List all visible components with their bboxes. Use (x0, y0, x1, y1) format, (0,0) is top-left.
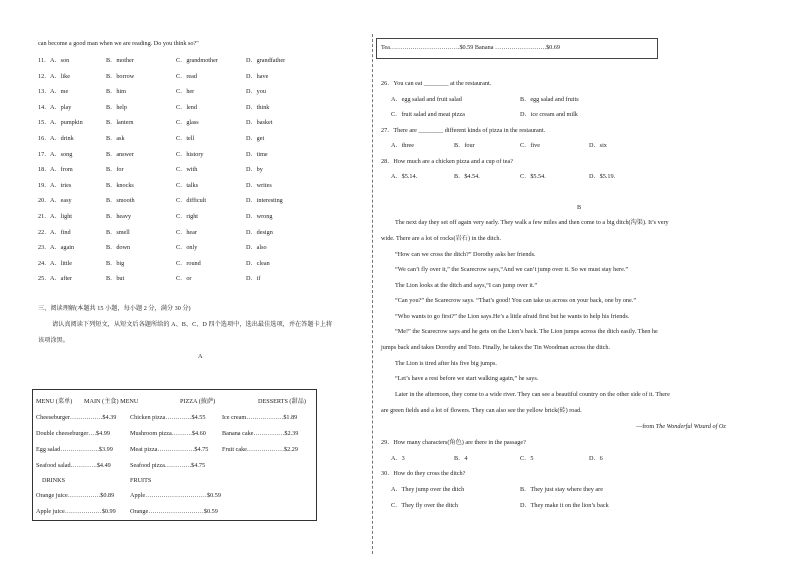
cloze-option-b: B．him (106, 88, 126, 96)
q29-option-d: D．6 (589, 455, 603, 462)
cloze-option-d: D．have (246, 72, 269, 80)
menu-drink-item: Orange juice…………….$0.89 (36, 492, 115, 499)
source-title: The Wonderful Wizard of Oz (655, 423, 726, 430)
cloze-option-a: A．pumpkin (50, 119, 83, 127)
cloze-number: 15． (38, 119, 51, 127)
cloze-option-b: B．mother (106, 57, 134, 64)
question-28: 28．How much are a chicken pizza and a cup of tea? (381, 158, 513, 165)
cloze-option-c: C．with (176, 166, 198, 174)
cloze-option-b: B．borrow (106, 72, 135, 80)
cloze-number: 22． (38, 228, 51, 236)
q26-option-d: D．ice cream and milk (520, 111, 578, 118)
passage-b-line: are green fields and a lot of flowers. They can also see the yellow brick(砖) road. (381, 407, 582, 414)
cloze-option-d: D．think (246, 103, 270, 111)
cloze-option-a: A．drink (50, 135, 74, 142)
q26-option-c: C．fruit salad and meat pizza (391, 111, 465, 118)
cloze-option-a: A．tries (50, 181, 72, 189)
passage-source (636, 423, 726, 431)
cloze-option-c: C．talks (176, 181, 199, 189)
cloze-option-c: C．or (176, 275, 192, 283)
menu-box (32, 389, 317, 521)
passage-b-line: The Lion is tired after his five big jumps. (395, 360, 497, 367)
cloze-number: 17． (38, 150, 51, 158)
cloze-option-b: B．answer (106, 150, 134, 158)
q30-option-b: B．They just stay where they are (520, 486, 603, 493)
cloze-option-c: C．right (176, 213, 199, 220)
cloze-option-c: C．difficult (176, 197, 207, 205)
cloze-option-b: B．knocks (106, 181, 134, 189)
cloze-option-a: A．easy (50, 197, 72, 205)
cloze-option-b: B．but (106, 275, 125, 283)
cloze-option-c: C．hear (176, 228, 197, 236)
cloze-option-c: C．her (176, 88, 195, 96)
menu-pizza-item: Mushroom pizza……….$4.60 (130, 430, 206, 437)
cloze-option-a: A．son (50, 57, 70, 64)
menu-fruit-item: Apple…………………………$0.59 (130, 492, 221, 499)
passage-b-line: “We can’t fly over it,” the Scarecrow says,“And we can’t jump over it. So we must stay here.” (395, 266, 629, 273)
cloze-option-a: A．play (50, 103, 72, 111)
section-instruction: 请认真阅读下列短文，从短文后各题所给的 A、B、C、D 四个选项中，选出最佳选项，并在答题卡上将 (52, 321, 333, 328)
cloze-option-b: B．for (106, 166, 124, 174)
cloze-number: 18． (38, 166, 51, 174)
cloze-option-b: B．smell (106, 228, 130, 236)
source-prefix: —from (636, 423, 656, 430)
cloze-option-c: C．read (176, 72, 197, 80)
question-27: 27．There are ________ different kinds of pizza in the restaurant. (381, 127, 546, 134)
passage-b-line: “Let’s have a rest before we start walking again,” he says. (395, 375, 539, 382)
q28-option-d: D．$5.19. (589, 173, 616, 180)
passage-b-line: “Who wants to go first?” the Lion says.He’s a little afraid first but he wants to help his friends. (395, 313, 630, 320)
cloze-option-c: C．round (176, 259, 201, 267)
menu-pizza-item: Chicken pizza………….$4.55 (130, 414, 206, 421)
q27-option-d: D．six (589, 142, 607, 149)
menu-main-item: Seafood salad………….$4.49 (36, 462, 111, 469)
passage-b-label: B (577, 204, 582, 211)
intro-line: can become a good man when we are reading. Do you think so?" (38, 40, 199, 47)
cloze-option-c: C．grandmother (176, 57, 218, 64)
cloze-option-c: C．glass (176, 119, 199, 127)
q30-option-d: D．They make it on the lion’s back (520, 502, 609, 509)
passage-b-line: wide. There are a lot of rocks(岩石) in the ditch. (381, 235, 501, 242)
cloze-option-a: A．again (50, 244, 75, 252)
cloze-option-d: D．you (246, 88, 266, 96)
menu-dessert-item: Banana cake……………$2.39 (222, 430, 299, 437)
q28-option-c: C．$5.54. (520, 173, 546, 180)
cloze-option-b: B．ask (106, 135, 125, 142)
cloze-option-a: A．little (50, 259, 72, 267)
cloze-number: 13． (38, 88, 51, 96)
passage-b-line: “Me!” the Scarecrow says and he gets on the Lion’s back. The Lion jumps across the ditch easily. Then he (395, 328, 658, 335)
menu-dessert-item: Ice cream………………$1.89 (222, 414, 298, 421)
cloze-option-d: D．clean (246, 259, 270, 267)
q30-option-c: C．They fly over the ditch (391, 502, 459, 509)
passage-a-label: A (198, 353, 203, 360)
q26-option-a: A．egg salad and fruit salad (391, 96, 462, 103)
cloze-option-d: D．grandfather (246, 57, 286, 64)
cloze-option-d: D．design (246, 228, 273, 236)
tea-banana-line: Tea…………………………….$0.59 Banana …………………….$0.69 (381, 44, 560, 51)
menu-fruit-item: Orange………………………$0.59 (130, 508, 218, 515)
q26-option-b: B．egg salad and fruits (520, 96, 579, 103)
cloze-option-d: D．interesting (246, 197, 283, 205)
passage-b-line: jumps back and takes Dorothy and Toto. Finally, he takes the Tin Woodman across the ditch. (381, 344, 611, 351)
cloze-option-b: B．smooth (106, 197, 135, 205)
cloze-option-a: A．song (50, 150, 73, 158)
cloze-option-b: B．down (106, 244, 131, 252)
menu-pizza-item: Seafood pizza………….$4.75 (130, 462, 206, 469)
cloze-number: 16． (38, 135, 51, 142)
q27-option-c: C．five (520, 142, 540, 149)
cloze-option-d: D．also (246, 244, 267, 252)
cloze-option-b: B．lantern (106, 119, 134, 127)
cloze-number: 19． (38, 181, 51, 189)
passage-b-line: Later in the afternoon, they come to a wide river. They can see a beautiful country on the other side of it. There (395, 391, 670, 398)
cloze-number: 14． (38, 103, 51, 111)
cloze-option-a: A．like (50, 72, 70, 80)
cloze-option-d: D．by (246, 166, 263, 174)
cloze-number: 21． (38, 213, 51, 220)
cloze-number: 25． (38, 275, 51, 283)
cloze-option-a: A．from (50, 166, 73, 174)
cloze-option-d: D．get (246, 135, 265, 142)
cloze-option-a: A．after (50, 275, 72, 283)
passage-b-line: The Lion looks at the ditch and says,“I can jump over it.” (395, 282, 538, 289)
menu-dessert-item: Fruit cake………………$2.29 (222, 446, 298, 453)
cloze-option-a: A．light (50, 213, 73, 220)
cloze-number: 23． (38, 244, 51, 252)
question-30: 30．How do they cross the ditch? (381, 470, 466, 477)
menu-header-pizza: PIZZA (披萨) (180, 398, 216, 405)
q29-option-b: B．4 (454, 455, 468, 462)
cloze-option-c: C．lend (176, 103, 197, 111)
cloze-option-b: B．heavy (106, 213, 132, 220)
passage-b-line: The next day they set off again very early. They walk a few miles and then come to a big ditch(沟渠). It’s very (395, 219, 669, 226)
question-26: 26．You can eat ________ at the restaurant. (381, 80, 492, 87)
cloze-option-a: A．me (50, 88, 69, 96)
menu-main-item: Double cheeseburger….$4.99 (36, 430, 110, 437)
q27-option-a: A．three (391, 142, 415, 149)
menu-header-main: MAIN (主食) MENU (84, 398, 139, 405)
cloze-option-d: D．time (246, 150, 268, 158)
q29-option-c: C．5 (520, 455, 534, 462)
cloze-option-c: C．history (176, 150, 204, 158)
cloze-option-d: D．writes (246, 181, 272, 189)
menu-main-item: Egg salad……………….$3.99 (36, 446, 113, 453)
menu-main-item: Cheeseburger…………….$4.39 (36, 414, 117, 421)
q28-option-a: A．$5.14. (391, 173, 418, 180)
section-title: 三、阅读理解(本题共 15 小题，每小题 2 分，满分 30 分) (38, 305, 191, 312)
cloze-option-d: D．wrong (246, 213, 273, 220)
section-instruction-2: 该项涂黑。 (38, 337, 69, 344)
menu-pizza-item: Meat pizza………………$4.75 (130, 446, 209, 453)
question-29: 29．How many characters(角色) are there in the passage? (381, 439, 526, 446)
cloze-number: 12． (38, 72, 51, 80)
cloze-option-b: B．big (106, 259, 125, 267)
cloze-option-c: C．tell (176, 135, 195, 142)
column-divider (372, 34, 373, 554)
cloze-number: 24． (38, 259, 51, 267)
q27-option-b: B．four (454, 142, 475, 149)
cloze-option-a: A．find (50, 228, 71, 236)
menu-header: MENU (菜单) (36, 398, 73, 405)
cloze-number: 11． (38, 57, 51, 64)
passage-b-line: “How can we cross the ditch?” Dorothy asks her friends. (395, 251, 536, 258)
menu-drink-item: Apple juice………………$0.99 (36, 508, 116, 515)
cloze-number: 20． (38, 197, 51, 205)
passage-b-line: “Can you?” the Scarecrow says. “That’s good! You can take us across on your back, one by one.” (395, 297, 637, 304)
cloze-option-c: C．only (176, 244, 198, 252)
q28-option-b: B．$4.54. (454, 173, 480, 180)
q30-option-a: A．They jump over the ditch (391, 486, 465, 493)
menu-fruits-header: FRUITS (130, 477, 152, 484)
menu-drinks-header: DRINKS (42, 477, 66, 484)
q29-option-a: A．3 (391, 455, 405, 462)
cloze-option-d: D．if (246, 275, 261, 283)
cloze-option-d: D．basket (246, 119, 273, 127)
menu-header-desserts: DESSERTS (甜品) (258, 398, 306, 405)
cloze-option-b: B．help (106, 103, 127, 111)
